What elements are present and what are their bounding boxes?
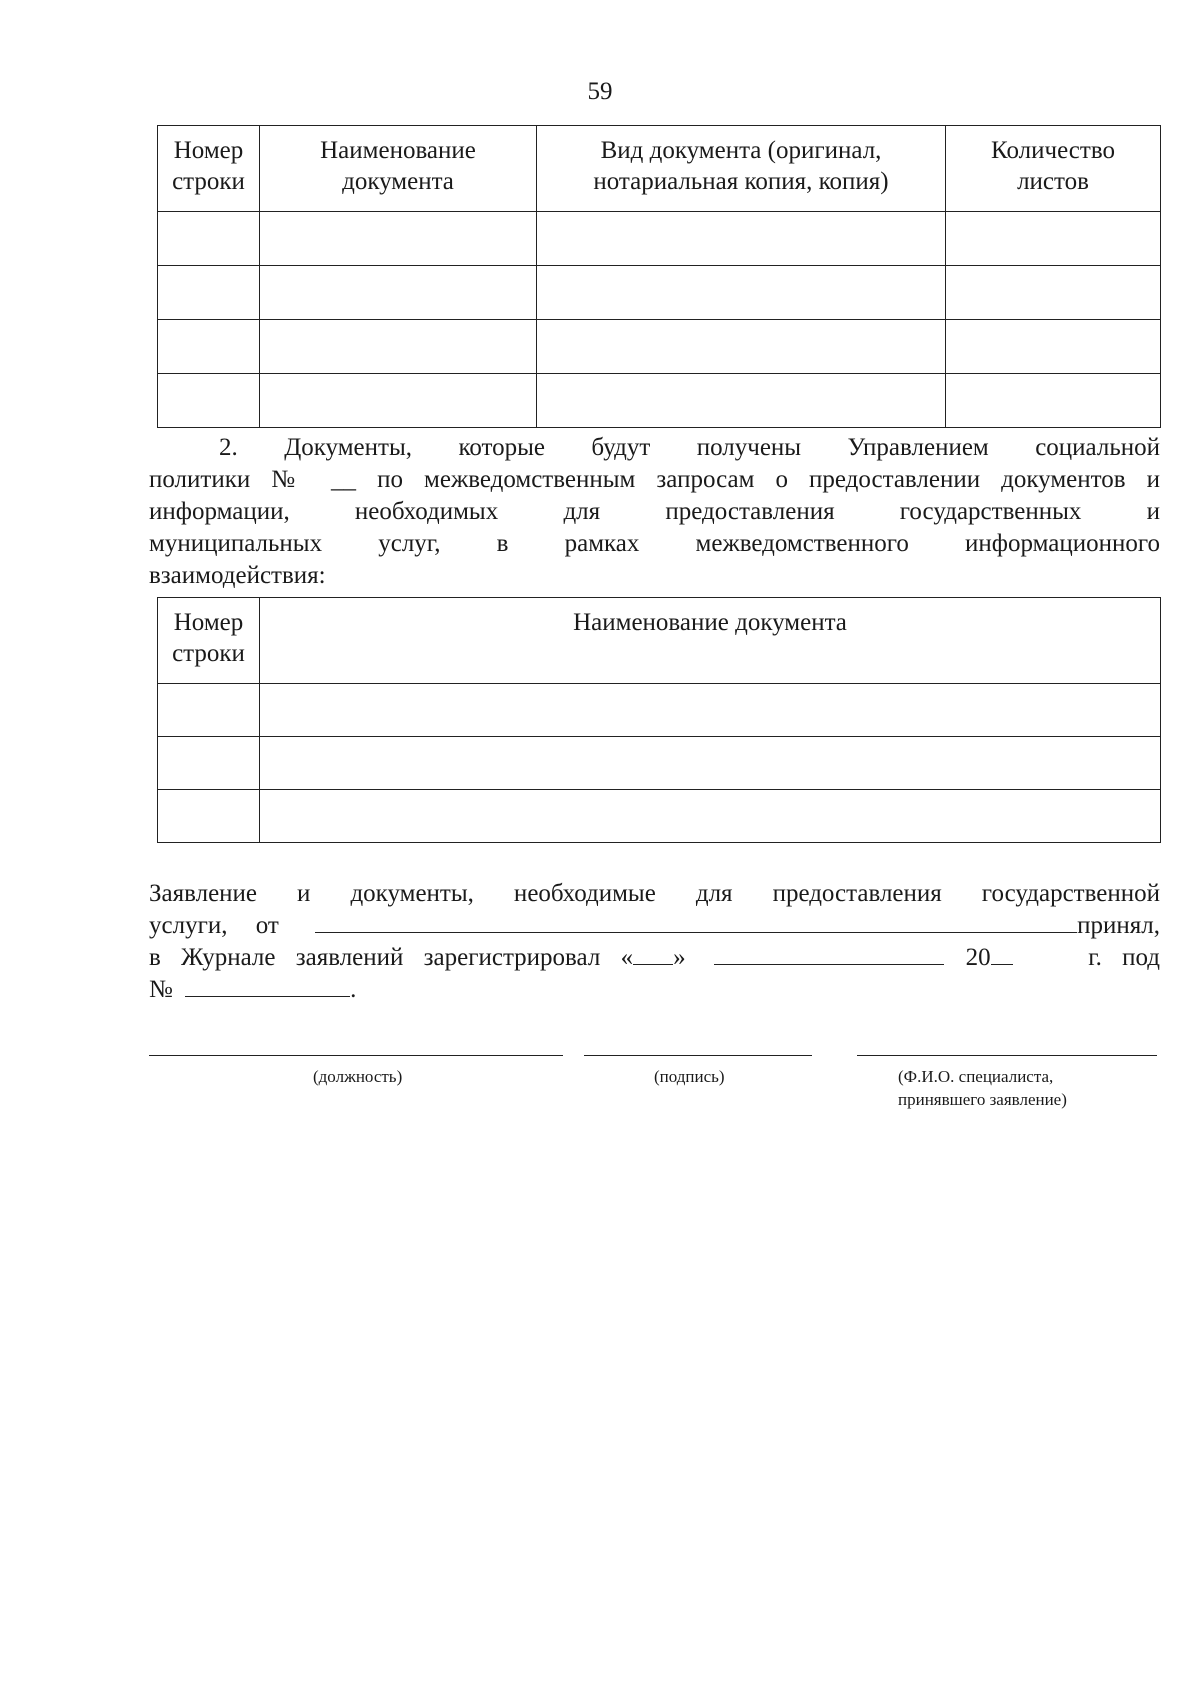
col-header-row-number: Номер строки bbox=[158, 126, 260, 212]
position-signature-line[interactable] bbox=[149, 1055, 563, 1056]
table-cell[interactable] bbox=[946, 320, 1161, 374]
table-cell[interactable] bbox=[260, 684, 1161, 737]
paragraph-line: Заявление и документы, необходимые для предоставления государственной bbox=[149, 880, 1160, 907]
table-row bbox=[158, 737, 1161, 790]
paragraph-line: взаимодействия: bbox=[149, 562, 326, 589]
fio-caption: (Ф.И.О. специалиста, принявшего заявление) bbox=[898, 1067, 1067, 1109]
paragraph-line: 2. Документы, которые будут получены Управлением социальной bbox=[219, 434, 1160, 461]
paragraph-line: № . bbox=[149, 976, 357, 1003]
table-cell[interactable] bbox=[537, 212, 946, 266]
acceptance-paragraph bbox=[149, 878, 1160, 1006]
paragraph-line: политики № __ по межведомственным запросам о предоставлении документов и bbox=[149, 466, 1160, 493]
table-row bbox=[158, 374, 1161, 428]
table-cell[interactable] bbox=[260, 374, 537, 428]
table-cell[interactable] bbox=[158, 684, 260, 737]
col-header-row-number: Номер строки bbox=[158, 598, 260, 684]
registration-number-field[interactable] bbox=[185, 974, 350, 997]
registration-day-field[interactable] bbox=[633, 942, 673, 965]
registration-year-field[interactable] bbox=[991, 942, 1013, 965]
applicant-name-field[interactable] bbox=[315, 910, 1077, 933]
table-cell[interactable] bbox=[260, 737, 1161, 790]
signature-line[interactable] bbox=[584, 1055, 812, 1056]
table-cell[interactable] bbox=[158, 790, 260, 843]
interagency-documents-table bbox=[157, 597, 1161, 843]
table-cell[interactable] bbox=[537, 266, 946, 320]
table-cell[interactable] bbox=[260, 212, 537, 266]
table-cell[interactable] bbox=[946, 266, 1161, 320]
table-row bbox=[158, 212, 1161, 266]
table-cell[interactable] bbox=[537, 374, 946, 428]
signature-caption: (подпись) bbox=[654, 1067, 725, 1086]
table-row bbox=[158, 320, 1161, 374]
table-header-row bbox=[158, 126, 1161, 212]
table-cell[interactable] bbox=[158, 212, 260, 266]
table-header-row bbox=[158, 598, 1161, 684]
paragraph-line: услуги, от принял, bbox=[149, 912, 1160, 939]
col-header-document-type: Вид документа (оригинал, нотариальная копия, копия) bbox=[537, 126, 946, 212]
table-cell[interactable] bbox=[537, 320, 946, 374]
fio-signature-line[interactable] bbox=[857, 1055, 1157, 1056]
paragraph-line: информации, необходимых для предоставления государственных и bbox=[149, 498, 1160, 525]
paragraph-line: муниципальных услуг, в рамках межведомственного информационного bbox=[149, 530, 1160, 557]
table-cell[interactable] bbox=[260, 266, 537, 320]
table-cell[interactable] bbox=[158, 266, 260, 320]
paragraph-line: в Журнале заявлений зарегистрировал « » 20 г. под bbox=[149, 944, 1160, 971]
col-header-document-name: Наименование документа bbox=[260, 598, 1161, 684]
table-cell[interactable] bbox=[158, 737, 260, 790]
page-number: 59 bbox=[587, 78, 613, 105]
col-header-sheet-count: Количество листов bbox=[946, 126, 1161, 212]
table-row bbox=[158, 684, 1161, 737]
col-header-document-name: Наименование документа bbox=[260, 126, 537, 212]
table-cell[interactable] bbox=[946, 374, 1161, 428]
table-cell[interactable] bbox=[260, 320, 537, 374]
table-row bbox=[158, 266, 1161, 320]
submitted-documents-table bbox=[157, 125, 1161, 428]
table-cell[interactable] bbox=[946, 212, 1161, 266]
registration-month-field[interactable] bbox=[714, 942, 944, 965]
table-cell[interactable] bbox=[158, 320, 260, 374]
table-row bbox=[158, 790, 1161, 843]
section-2-paragraph bbox=[149, 432, 1160, 592]
table-cell[interactable] bbox=[158, 374, 260, 428]
position-caption: (должность) bbox=[313, 1067, 403, 1086]
table-cell[interactable] bbox=[260, 790, 1161, 843]
